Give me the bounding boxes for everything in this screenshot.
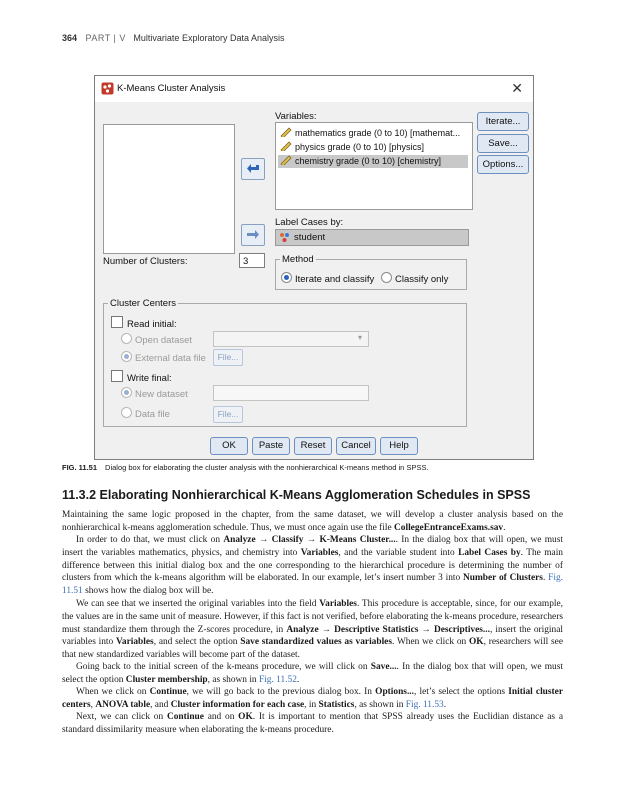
variable-item-selected[interactable] bbox=[278, 155, 468, 168]
new-dataset-label: New dataset bbox=[135, 389, 188, 400]
scale-variable-icon bbox=[280, 127, 292, 137]
variable-item[interactable] bbox=[280, 127, 460, 140]
chevron-down-icon: ▾ bbox=[357, 333, 362, 342]
move-to-label-cases-button[interactable] bbox=[241, 224, 265, 246]
figure-link[interactable]: Fig. 11.52 bbox=[258, 674, 297, 685]
label-cases-field[interactable] bbox=[275, 229, 469, 246]
number-of-clusters-label: Number of Clusters: bbox=[103, 256, 188, 267]
read-initial-checkbox[interactable] bbox=[111, 316, 177, 330]
variable-item-label: mathematics grade (0 to 10) [mathemat... bbox=[295, 128, 461, 138]
help-button[interactable]: Help bbox=[380, 437, 418, 455]
external-data-file-label: External data file bbox=[135, 353, 206, 364]
iterate-button[interactable]: Iterate... bbox=[477, 112, 529, 131]
radio-icon bbox=[121, 333, 132, 344]
close-icon[interactable]: ✕ bbox=[511, 80, 523, 96]
data-file-option[interactable] bbox=[121, 407, 170, 420]
radio-selected-icon bbox=[121, 351, 132, 362]
figure-link[interactable]: Fig. 11.53 bbox=[405, 699, 444, 710]
dialog-titlebar bbox=[95, 76, 533, 102]
checkbox-icon bbox=[111, 316, 123, 328]
options-button[interactable]: Options... bbox=[477, 155, 529, 174]
variables-label: Variables: bbox=[275, 111, 317, 122]
iterate-classify-option[interactable] bbox=[281, 272, 374, 285]
radio-selected-icon bbox=[121, 387, 132, 398]
classify-only-option[interactable] bbox=[381, 272, 448, 285]
variable-item-label: physics grade (0 to 10) [physics] bbox=[295, 142, 425, 152]
reset-button[interactable]: Reset bbox=[294, 437, 332, 455]
dialog-title: K-Means Cluster Analysis bbox=[117, 83, 226, 94]
arrow-left-icon bbox=[246, 163, 260, 175]
label-cases-label: Label Cases by: bbox=[275, 217, 344, 228]
open-dataset-label: Open dataset bbox=[135, 335, 193, 346]
radio-icon bbox=[121, 407, 132, 418]
spss-app-icon bbox=[101, 82, 114, 95]
figure-caption bbox=[62, 463, 429, 472]
classify-only-label: Classify only bbox=[395, 274, 449, 285]
external-data-file-option[interactable] bbox=[121, 351, 206, 364]
running-title: Multivariate Exploratory Data Analysis bbox=[133, 33, 285, 43]
read-initial-label: Read initial: bbox=[127, 319, 177, 330]
figure-label: FIG. 11.51 bbox=[62, 463, 98, 472]
paragraph: We can see that we inserted the original variables into the field Variables. This procedure is acceptable, since, for our example, the values are in the same unit of measure. However, if this fact is not verified, before elaborating the k-means procedure, researchers must standardize them through the Z-scores procedure, in Analyze → Descriptive Statistics → Descriptives..., insert the original variables into Variables, and select the option Save standardized values as variables. When we click on OK, researchers will see that new standardized variables will become part of the dataset. bbox=[62, 599, 563, 661]
figure-link[interactable]: Fig. 11.51 bbox=[62, 573, 563, 597]
number-of-clusters-input[interactable]: 3 bbox=[239, 253, 265, 268]
variable-item[interactable] bbox=[280, 141, 424, 154]
scale-variable-icon bbox=[280, 141, 292, 151]
open-dataset-select[interactable] bbox=[213, 331, 369, 347]
variable-item-label: chemistry grade (0 to 10) [chemistry] bbox=[295, 156, 442, 166]
paste-button[interactable]: Paste bbox=[252, 437, 290, 455]
paragraph: Maintaining the same logic proposed in the chapter, from the same dataset, we will develop a cluster analysis based on the nonhierarchical k-means agglomeration schedule. Thus, we must once again use the file CollegeEntranceExams.sav. bbox=[62, 510, 563, 533]
data-file-label: Data file bbox=[135, 409, 170, 420]
ok-button[interactable]: OK bbox=[210, 437, 248, 455]
iterate-classify-label: Iterate and classify bbox=[295, 274, 375, 285]
section-heading: 11.3.2 Elaborating Nonhierarchical K-Means Agglomeration Schedules in SPSS bbox=[62, 488, 531, 502]
new-dataset-option[interactable] bbox=[121, 387, 188, 400]
checkbox-icon bbox=[111, 370, 123, 382]
method-legend: Method bbox=[282, 254, 314, 265]
scale-variable-icon bbox=[280, 155, 292, 165]
paragraph: In order to do that, we must click on Analyze → Classify → K-Means Cluster.... In the dialog box that will open, we must insert the variables mathematics, physics, and chemistry into Variables, and the variable student into Label Cases by. The main difference between this initial dialog box and the one corresponding to the hierarchical procedure is determining the number of clusters from which the k-means algorithm will be elaborated. In our example, let’s insert number 3 into Number of Clusters. Fig. 11.51 shows how the dialog box will be. bbox=[62, 535, 564, 597]
new-dataset-input[interactable] bbox=[213, 385, 369, 401]
arrow-right-icon bbox=[246, 229, 260, 241]
open-dataset-option[interactable] bbox=[121, 333, 192, 346]
variables-list[interactable] bbox=[275, 122, 473, 210]
write-file-button[interactable]: File... bbox=[213, 406, 243, 423]
nominal-variable-icon bbox=[279, 232, 290, 243]
kmeans-dialog bbox=[94, 75, 534, 460]
source-variable-list[interactable] bbox=[103, 124, 235, 254]
read-file-button[interactable]: File... bbox=[213, 349, 243, 366]
move-to-variables-button[interactable] bbox=[241, 158, 265, 180]
write-final-checkbox[interactable] bbox=[111, 370, 172, 384]
part-label: PART | V bbox=[85, 33, 126, 43]
running-header bbox=[62, 33, 284, 43]
cluster-centers-legend: Cluster Centers bbox=[110, 298, 176, 309]
label-case-value: student bbox=[294, 232, 326, 243]
paragraph: Next, we can click on Continue and on OK. It is important to mention that SPSS already uses the Euclidian distance as a standard dissimilarity measure when elaborating the k-means procedure. bbox=[62, 712, 563, 735]
figure-caption-text: Dialog box for elaborating the cluster analysis with the nonhierarchical K-means method in SPSS. bbox=[105, 463, 429, 472]
cancel-button[interactable]: Cancel bbox=[336, 437, 376, 455]
radio-selected-icon bbox=[281, 272, 292, 283]
save-button[interactable]: Save... bbox=[477, 134, 529, 153]
page-number: 364 bbox=[62, 33, 78, 43]
write-final-label: Write final: bbox=[127, 373, 172, 384]
paragraph: Going back to the initial screen of the k-means procedure, we will click on Save.... In the dialog box that will open, we must select the option Cluster membership, as shown in Fig. 11.52. bbox=[62, 662, 563, 685]
paragraph: When we click on Continue, we will go back to the previous dialog box. In Options..., let’s select the options Initial cluster centers, ANOVA table, and Cluster information for each case, in Statistics, as shown in Fig. 11.53. bbox=[62, 687, 563, 710]
radio-icon bbox=[381, 272, 392, 283]
